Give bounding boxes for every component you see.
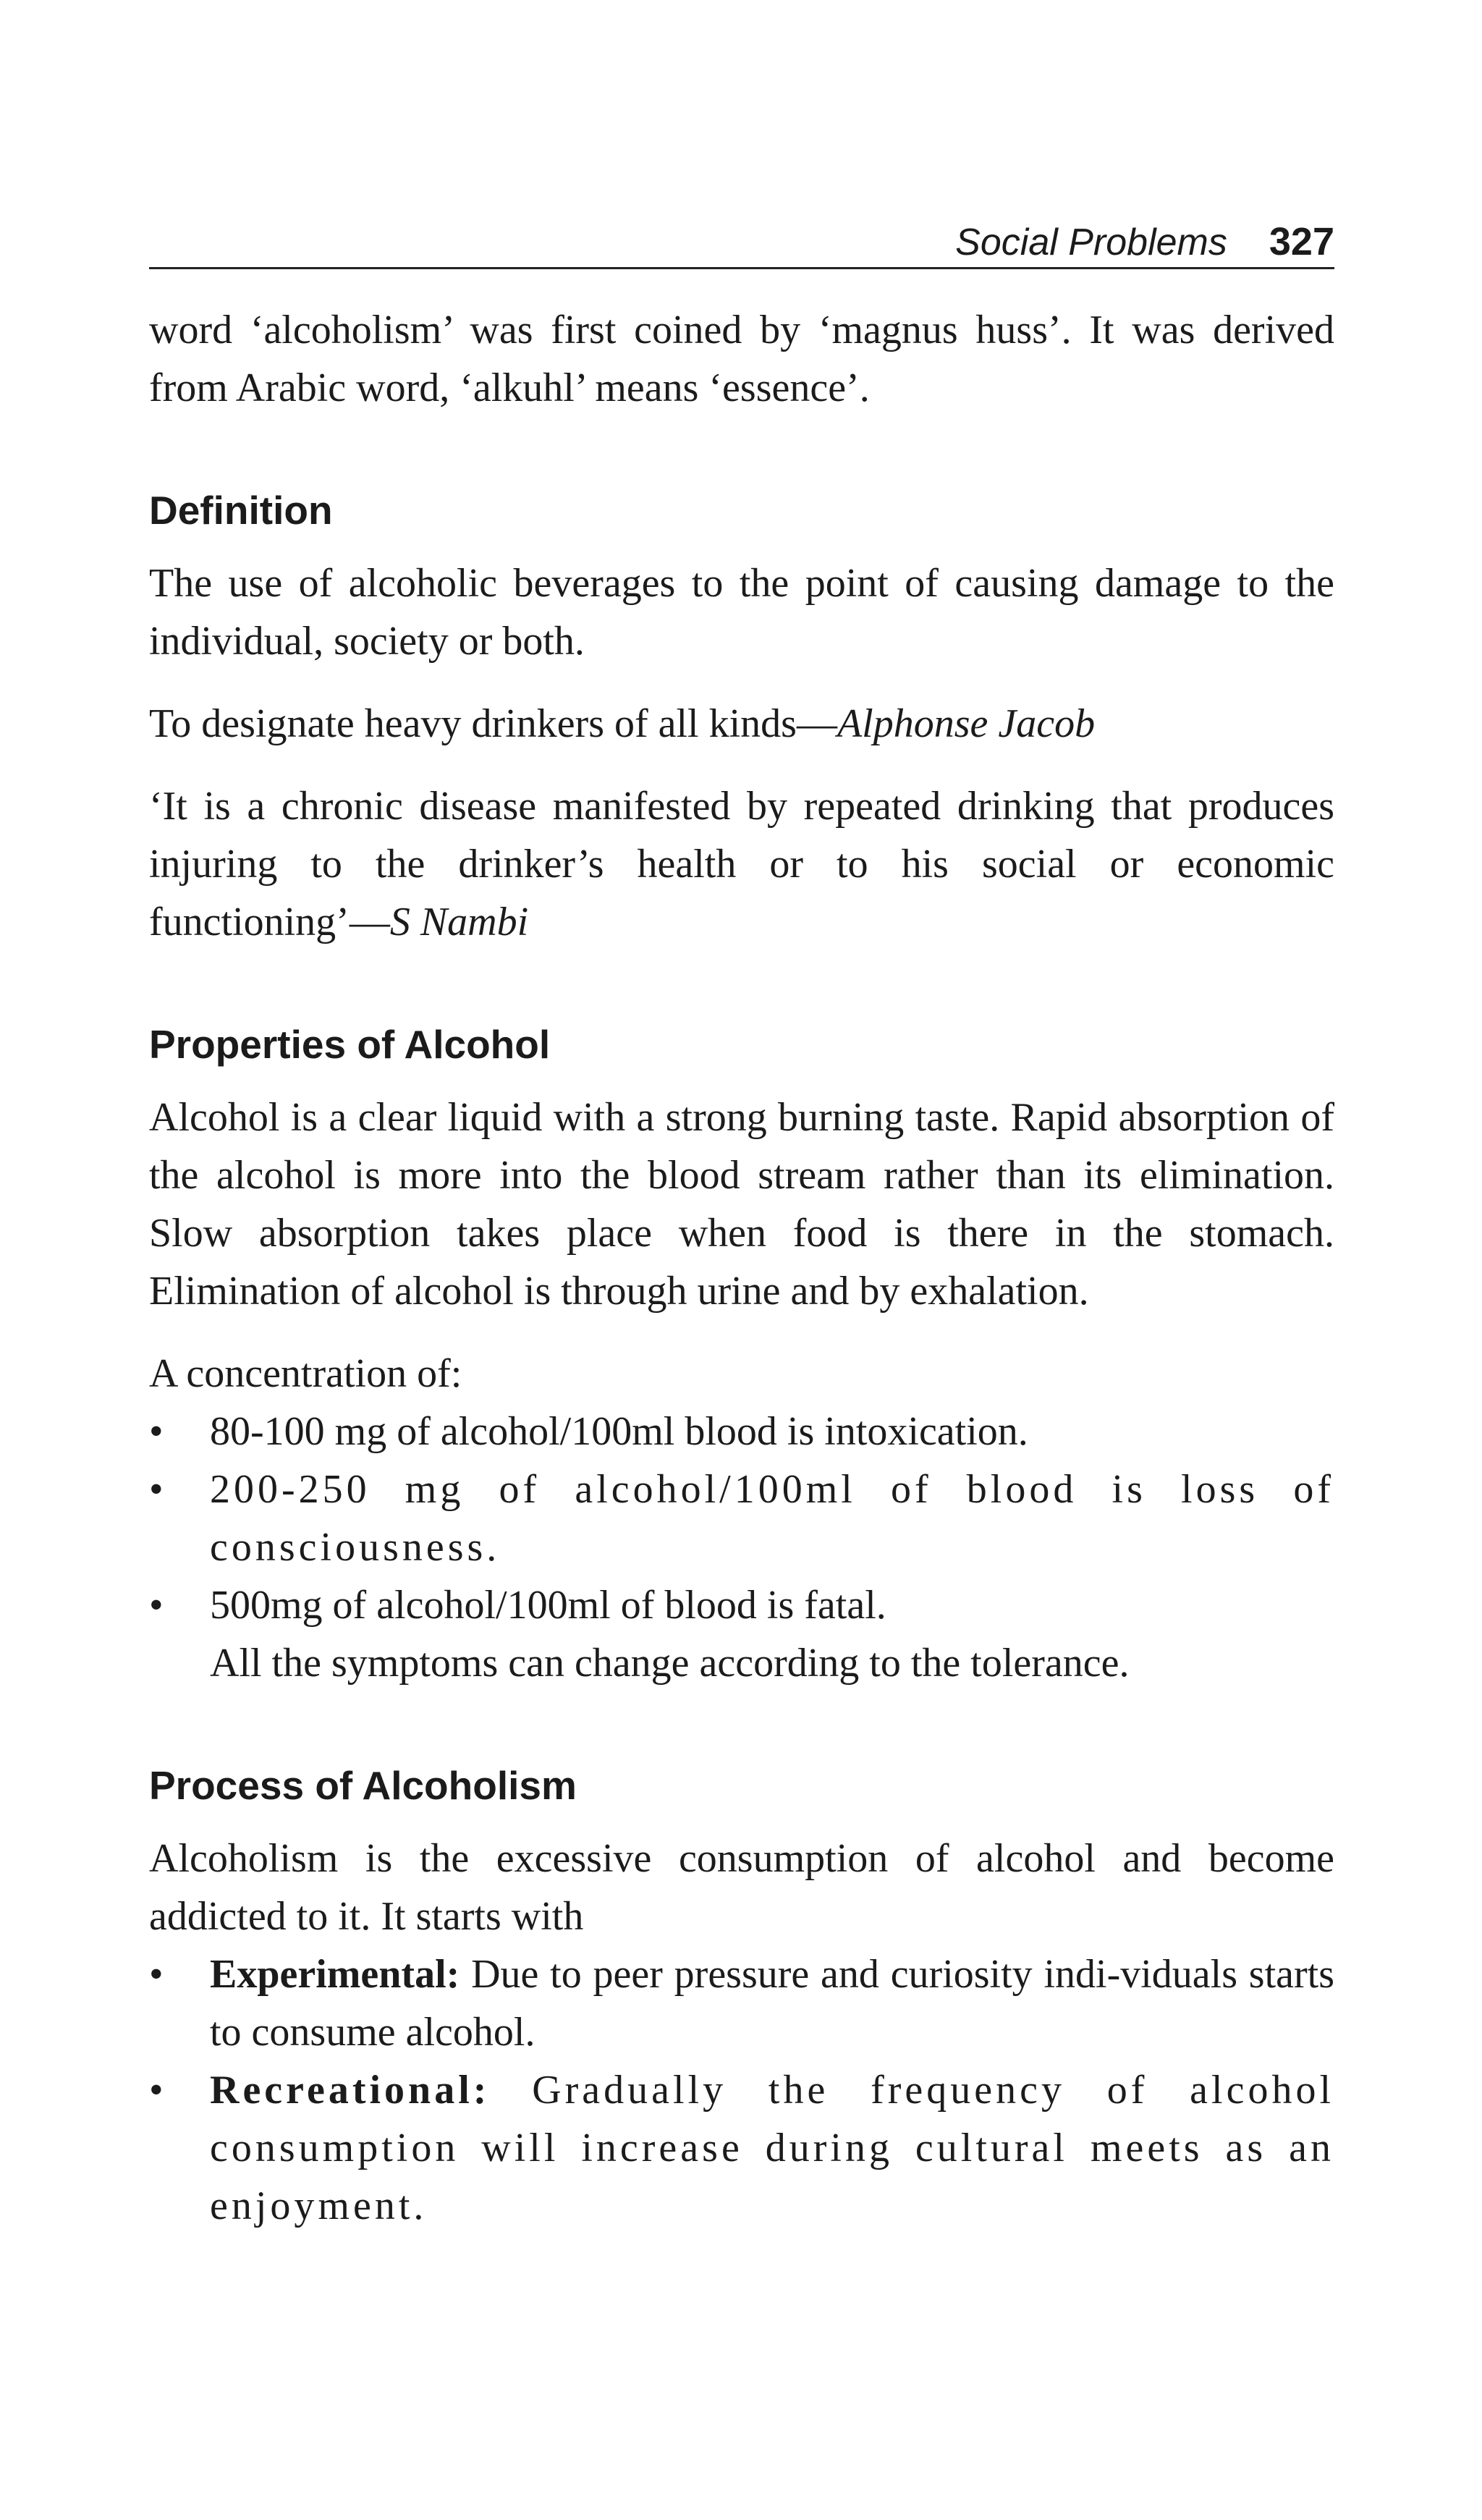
list-item <box>149 1945 1334 2061</box>
definition-paragraph-1: The use of alcoholic beverages to the point of causing damage to the individual, society or both. <box>149 561 1334 664</box>
intro-paragraph: word ‘alcoholism’ was first coined by ‘magnus huss’. It was derived from Arabic word, ‘alkuhl’ means ‘essence’. <box>149 308 1334 410</box>
process-paragraph-1: Alcoholism is the excessive consumption of alcohol and become addicted to it. It starts with <box>149 1836 1334 1939</box>
definition-paragraph-2 <box>149 695 1334 753</box>
page-number: 327 <box>1269 220 1334 263</box>
page <box>149 210 1334 2235</box>
bullet-glyph: • <box>149 1409 164 1454</box>
stage-term: Recreational: <box>210 2068 491 2113</box>
process-stage-list <box>149 1945 1334 2235</box>
definition-paragraph-3 <box>149 777 1334 951</box>
concentration-intro: A concentration of: <box>149 1351 462 1396</box>
running-title: Social Problems <box>955 221 1227 263</box>
bullet-glyph: • <box>149 1467 167 1512</box>
bullet-glyph: • <box>149 1952 164 1997</box>
definition-quote-2: To designate heavy drinkers of all kinds— <box>149 701 837 746</box>
properties-heading: Properties of Alcohol <box>149 1022 551 1067</box>
body-text <box>149 301 1334 2235</box>
quote-author-nambi: S Nambi <box>389 900 529 944</box>
running-header <box>149 210 1334 269</box>
quote-author-jacob: Alphonse Jacob <box>837 701 1096 746</box>
list-item-text: 200-250 mg of alcohol/100ml of blood is loss of consciousness. <box>210 1467 1334 1570</box>
definition-heading: Definition <box>149 488 333 533</box>
list-item <box>149 1576 1334 1634</box>
list-item <box>149 1460 1334 1576</box>
list-item-text: 80-100 mg of alcohol/100ml blood is intoxication. <box>210 1409 1028 1454</box>
bullet-glyph: • <box>149 1583 164 1628</box>
stage-description: Due to peer pressure and curiosity indi-viduals starts to consume alcohol. <box>210 1952 1334 2055</box>
stage-term: Experimental: <box>210 1952 460 1997</box>
list-item <box>149 1403 1334 1460</box>
properties-paragraph-1: Alcohol is a clear liquid with a strong burning taste. Rapid absorption of the alcohol is more into the blood stream rather than its elimination. Slow absorption takes place when food is there in the stomach. Elimination of alcohol is through urine and by exhalation. <box>149 1095 1334 1314</box>
stage-description: Gradually the frequency of alcohol consumption will increase during cultural meets as an enjoyment. <box>210 2068 1334 2228</box>
tolerance-note: All the symptoms can change according to the tolerance. <box>210 1641 1130 1686</box>
list-item-text: 500mg of alcohol/100ml of blood is fatal. <box>210 1583 886 1628</box>
definition-quote-3: ‘It is a chronic disease manifested by repeated drinking that produces injuring to the drinker’s health or to his social or economic functioning’— <box>149 784 1334 944</box>
bullet-glyph: • <box>149 2068 164 2113</box>
process-heading: Process of Alcoholism <box>149 1763 577 1808</box>
concentration-list <box>149 1403 1334 1634</box>
list-item <box>149 2061 1334 2235</box>
